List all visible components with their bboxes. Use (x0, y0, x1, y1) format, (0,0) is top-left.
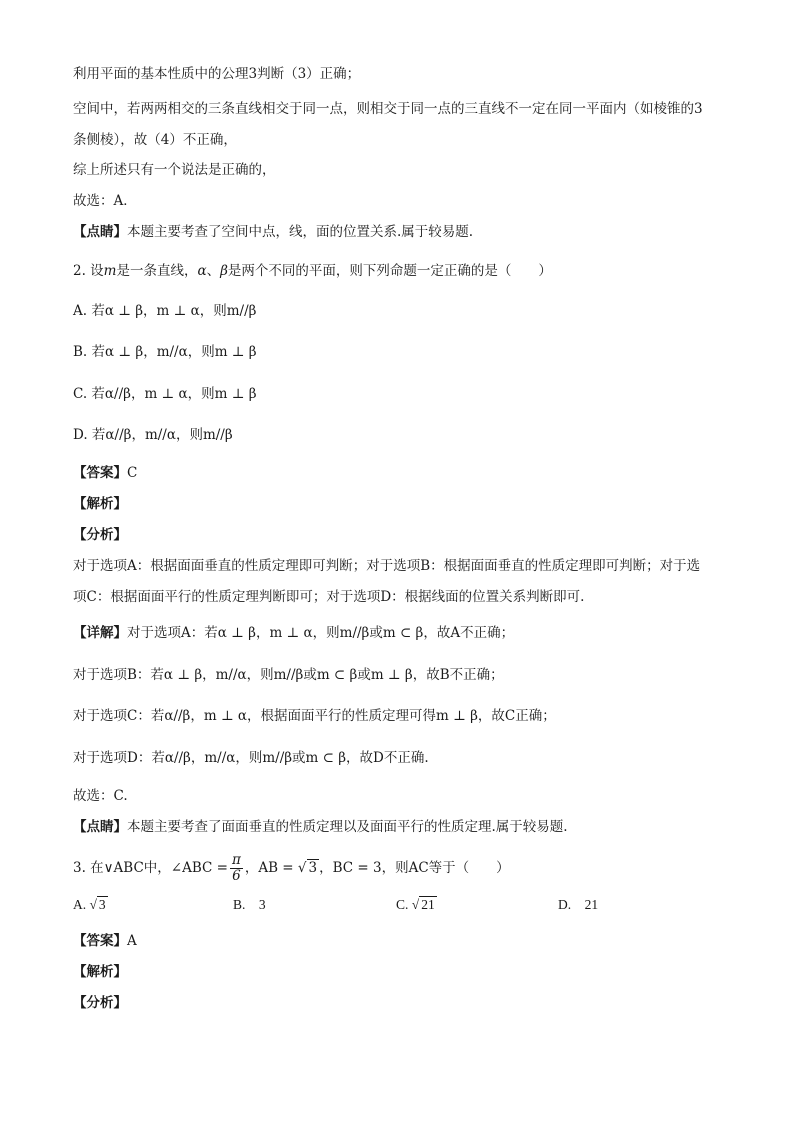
q3-option-d: D. 21 (558, 897, 599, 912)
q3-option-b: B. 3 (233, 897, 266, 912)
option-label: A. (73, 897, 87, 912)
note-text: 本题主要考查了面面垂直的性质定理以及面面平行的性质定理.属于较易题. (127, 819, 568, 835)
question-2 (73, 261, 552, 281)
text-line: 条侧棱），故（4）不正确， (73, 132, 237, 148)
q3-text: ，AB = (244, 860, 294, 876)
option-c: C. 若α//β，m ⊥ α，则m ⊥ β (73, 386, 257, 402)
symbol-beta: β (220, 263, 228, 279)
option-b: B. 若α ⊥ β，m//α，则m ⊥ β (73, 344, 257, 360)
q3-option-c: C. √ 21 (396, 897, 435, 912)
note-text: 本题主要考查了空间中点，线，面的位置关系.属于较易题. (127, 224, 474, 240)
q3-option-a: A. √ 3 (73, 897, 106, 912)
text-line: 综上所述只有一个说法是正确的， (73, 162, 276, 178)
q2-text: 是一条直线， (116, 263, 198, 279)
analysis-tag: 【解析】 (73, 496, 127, 512)
option-label: C. (396, 897, 409, 912)
option-d: D. 若α//β，m//α，则m//β (73, 427, 233, 443)
q3-text: 3. 在∨ABC中，∠ABC = (73, 860, 228, 876)
q3-text: ，BC = 3，则AC等于（ ） (319, 860, 510, 876)
answer-value: A (127, 933, 137, 949)
sqrt-value: 21 (421, 897, 435, 912)
detail-line: 对于选项B：若α ⊥ β，m//α，则m//β或m ⊂ β或m ⊥ β，故B不正确； (73, 667, 504, 683)
note-line (73, 817, 568, 837)
fraction-numerator: π (231, 852, 241, 868)
answer-tag: 【答案】 (73, 465, 127, 481)
answer-line (73, 931, 137, 951)
option-a: A. 若α ⊥ β，m ⊥ α，则m//β (73, 303, 257, 319)
q2-text: 、 (206, 263, 221, 279)
text-line: 空间中，若两两相交的三条直线相交于同一点，则相交于同一点的三直线不一定在同一平面内（如棱锥的3 (73, 101, 703, 117)
q2-prefix: 2. 设 (73, 263, 104, 279)
analysis-tag: 【解析】 (73, 964, 127, 980)
select-line: 故选：C. (73, 788, 128, 804)
symbol-alpha: α (197, 263, 207, 279)
detail-text: 对于选项A：若α ⊥ β，m ⊥ α，则m//β或m ⊂ β，故A不正确； (127, 625, 515, 641)
text-line: 利用平面的基本性质中的公理3判断（3）正确； (73, 66, 361, 82)
text-line: 对于选项A：根据面面垂直的性质定理即可判断；对于选项B：根据面面垂直的性质定理即可判断；对于选 (73, 558, 701, 574)
symbol-m: m (103, 263, 117, 279)
detail-line (73, 623, 514, 643)
question-3: 3. 在∨ABC中，∠ABC = $\frac{\pi}{6}$ ，AB = √ 3 ，BC = 3，则AC等于（ ） (73, 852, 510, 884)
detail-tag: 【详解】 (73, 625, 127, 641)
fenxi-tag: 【分析】 (73, 995, 127, 1011)
sqrt-value: 3 (98, 897, 106, 912)
text-line: 故选：A． (73, 193, 137, 209)
note-tag: 【点睛】 (73, 224, 127, 240)
sqrt-value: 3 (308, 860, 318, 876)
note-line (73, 222, 473, 242)
fraction (230, 853, 243, 884)
detail-line: 对于选项C：若α//β，m ⊥ α，根据面面平行的性质定理可得m ⊥ β，故C正确； (73, 708, 556, 724)
detail-line: 对于选项D：若α//β，m//α，则m//β或m ⊂ β，故D不正确. (73, 750, 429, 766)
fenxi-tag: 【分析】 (73, 527, 127, 543)
text-line: 项C：根据面面平行的性质定理判断即可；对于选项D：根据线面的位置关系判断即可. (73, 589, 585, 605)
answer-line (73, 463, 137, 483)
answer-value: C (127, 465, 138, 481)
answer-tag: 【答案】 (73, 933, 127, 949)
q2-text: 是两个不同的平面，则下列命题一定正确的是（ ） (227, 263, 552, 279)
note-tag: 【点睛】 (73, 819, 127, 835)
fraction-denominator: 6 (232, 868, 241, 884)
